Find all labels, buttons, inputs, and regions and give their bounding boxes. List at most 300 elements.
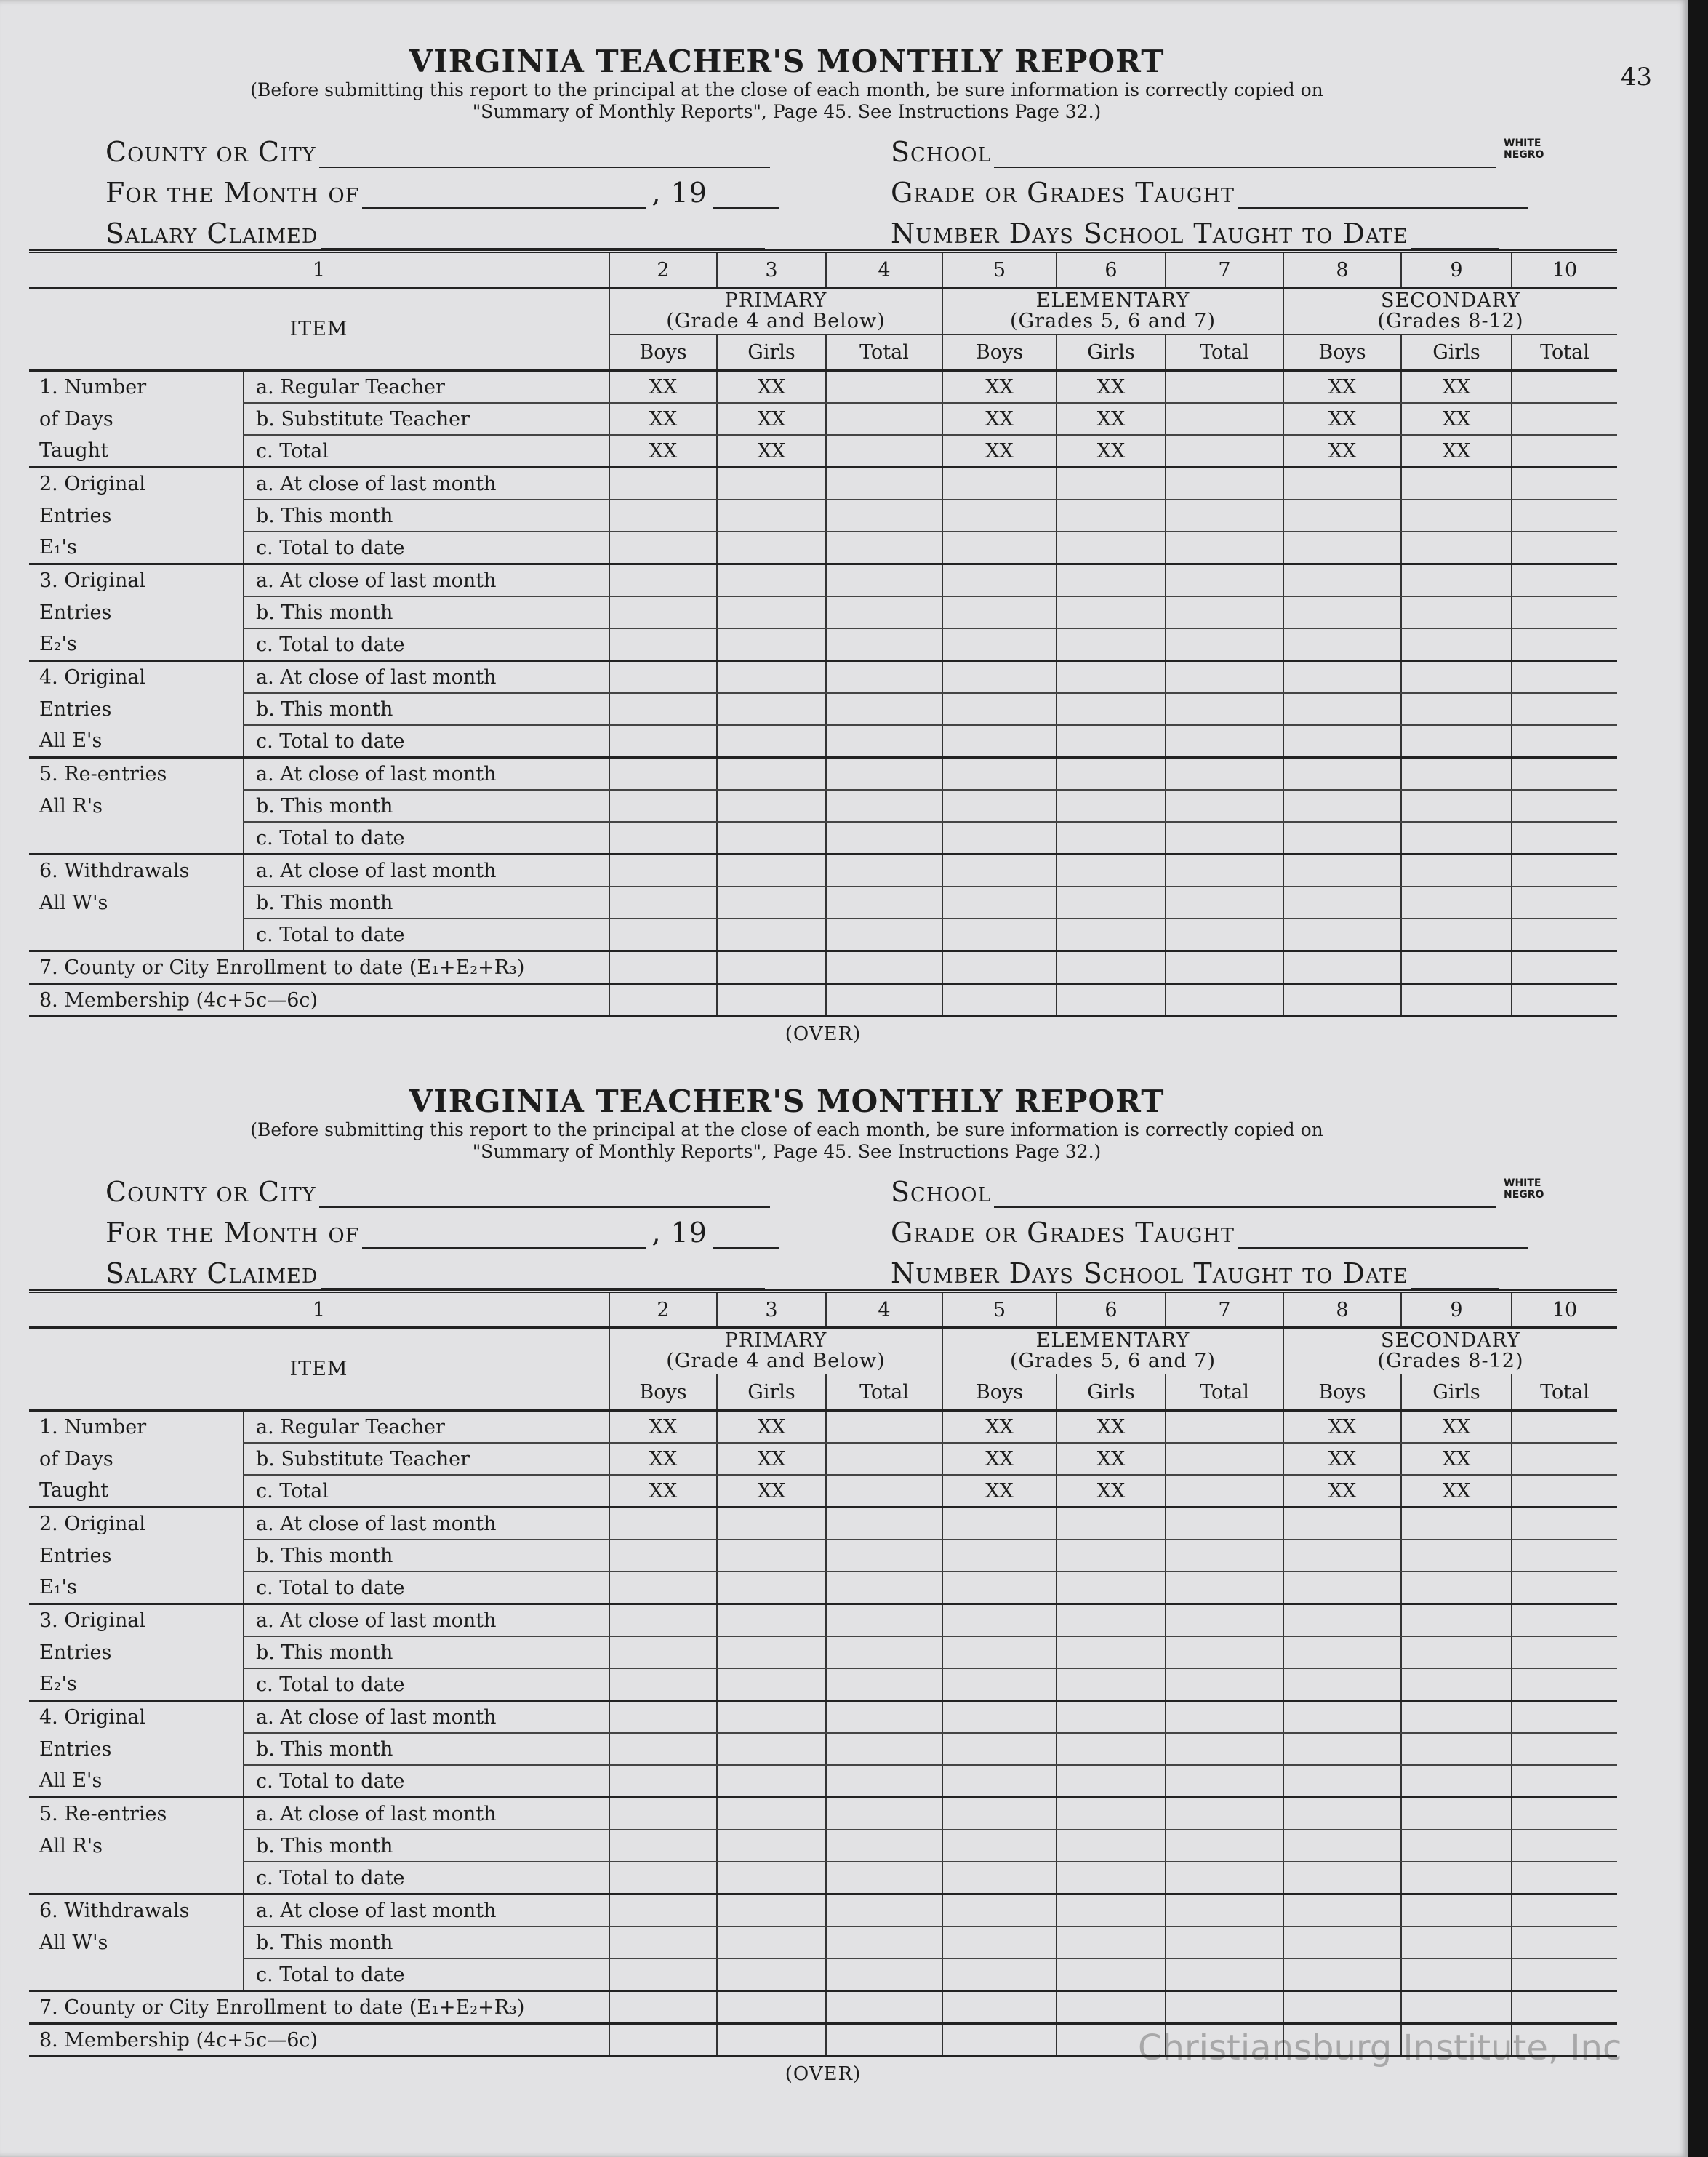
entry-cell[interactable] — [942, 1733, 1057, 1765]
entry-cell[interactable] — [717, 596, 826, 628]
entry-cell[interactable] — [609, 2024, 717, 2057]
entry-cell[interactable] — [942, 1572, 1057, 1604]
entry-cell[interactable] — [1057, 2024, 1166, 2057]
entry-cell[interactable] — [609, 1604, 717, 1637]
entry-cell[interactable] — [826, 1604, 942, 1637]
entry-cell[interactable] — [717, 661, 826, 694]
entry-cell[interactable] — [1057, 468, 1166, 500]
entry-cell[interactable] — [826, 596, 942, 628]
entry-cell[interactable] — [1283, 532, 1401, 564]
entry-cell[interactable] — [1057, 1508, 1166, 1540]
entry-cell[interactable] — [1166, 371, 1283, 404]
entry-cell[interactable] — [1166, 1668, 1283, 1701]
entry-cell[interactable] — [1512, 1540, 1617, 1572]
entry-cell[interactable] — [1401, 2024, 1512, 2057]
entry-cell[interactable] — [826, 500, 942, 532]
entry-cell[interactable] — [1401, 468, 1512, 500]
entry-cell[interactable] — [1283, 1572, 1401, 1604]
entry-cell[interactable] — [1401, 1958, 1512, 1991]
entry-cell[interactable] — [826, 1508, 942, 1540]
entry-cell[interactable] — [1401, 1798, 1512, 1830]
entry-cell[interactable] — [1401, 1862, 1512, 1894]
entry-cell[interactable] — [1166, 1830, 1283, 1862]
entry-cell[interactable] — [942, 628, 1057, 661]
entry-cell[interactable] — [826, 1636, 942, 1668]
entry-cell[interactable] — [1057, 855, 1166, 887]
entry-cell[interactable] — [609, 951, 717, 984]
entry-cell[interactable] — [826, 1926, 942, 1958]
county-input-line[interactable] — [319, 145, 770, 168]
entry-cell[interactable] — [1166, 1701, 1283, 1734]
entry-cell[interactable] — [1283, 1765, 1401, 1798]
entry-cell[interactable] — [1283, 693, 1401, 725]
entry-cell[interactable] — [717, 1991, 826, 2024]
entry-cell[interactable] — [1512, 1668, 1617, 1701]
entry-cell[interactable] — [1057, 1604, 1166, 1637]
entry-cell[interactable] — [1512, 500, 1617, 532]
entry-cell[interactable] — [609, 532, 717, 564]
entry-cell[interactable] — [1512, 822, 1617, 855]
entry-cell[interactable] — [1057, 1636, 1166, 1668]
entry-cell[interactable] — [1166, 661, 1283, 694]
entry-cell[interactable] — [1166, 887, 1283, 919]
entry-cell[interactable] — [942, 661, 1057, 694]
entry-cell[interactable] — [942, 693, 1057, 725]
salary-input-line[interactable] — [321, 226, 765, 249]
entry-cell[interactable] — [1057, 1765, 1166, 1798]
entry-cell[interactable] — [826, 1798, 942, 1830]
entry-cell[interactable] — [1283, 822, 1401, 855]
entry-cell[interactable] — [717, 855, 826, 887]
entry-cell[interactable] — [717, 1830, 826, 1862]
entry-cell[interactable] — [1166, 1765, 1283, 1798]
entry-cell[interactable] — [826, 1668, 942, 1701]
entry-cell[interactable] — [1512, 1443, 1617, 1475]
entry-cell[interactable] — [1057, 758, 1166, 791]
entry-cell[interactable] — [717, 1926, 826, 1958]
entry-cell[interactable] — [826, 758, 942, 791]
entry-cell[interactable] — [826, 435, 942, 468]
entry-cell[interactable] — [609, 1765, 717, 1798]
entry-cell[interactable] — [609, 1508, 717, 1540]
entry-cell[interactable] — [1512, 1701, 1617, 1734]
entry-cell[interactable] — [826, 790, 942, 822]
entry-cell[interactable] — [826, 822, 942, 855]
entry-cell[interactable] — [942, 1508, 1057, 1540]
entry-cell[interactable] — [717, 1572, 826, 1604]
entry-cell[interactable] — [826, 693, 942, 725]
entry-cell[interactable] — [609, 855, 717, 887]
entry-cell[interactable] — [1401, 500, 1512, 532]
entry-cell[interactable] — [826, 1765, 942, 1798]
entry-cell[interactable] — [1166, 1958, 1283, 1991]
entry-cell[interactable] — [942, 468, 1057, 500]
entry-cell[interactable] — [1166, 984, 1283, 1017]
entry-cell[interactable] — [1401, 1668, 1512, 1701]
entry-cell[interactable] — [1166, 725, 1283, 758]
entry-cell[interactable] — [942, 855, 1057, 887]
entry-cell[interactable] — [609, 1668, 717, 1701]
entry-cell[interactable] — [717, 1894, 826, 1927]
entry-cell[interactable] — [1057, 1701, 1166, 1734]
entry-cell[interactable] — [942, 1991, 1057, 2024]
entry-cell[interactable] — [826, 1443, 942, 1475]
salary-input-line[interactable] — [321, 1266, 765, 1289]
entry-cell[interactable] — [1057, 887, 1166, 919]
entry-cell[interactable] — [717, 822, 826, 855]
county-input-line[interactable] — [319, 1185, 770, 1208]
entry-cell[interactable] — [717, 693, 826, 725]
entry-cell[interactable] — [826, 1958, 942, 1991]
entry-cell[interactable] — [1512, 1958, 1617, 1991]
school-input-line[interactable] — [994, 145, 1496, 168]
entry-cell[interactable] — [717, 984, 826, 1017]
entry-cell[interactable] — [942, 596, 1057, 628]
entry-cell[interactable] — [942, 758, 1057, 791]
entry-cell[interactable] — [1283, 1604, 1401, 1637]
month-input-line[interactable] — [362, 185, 646, 209]
entry-cell[interactable] — [609, 1701, 717, 1734]
days-input-line[interactable] — [1411, 1266, 1499, 1289]
entry-cell[interactable] — [942, 2024, 1057, 2057]
entry-cell[interactable] — [1057, 564, 1166, 597]
entry-cell[interactable] — [826, 725, 942, 758]
entry-cell[interactable] — [1512, 435, 1617, 468]
white-label[interactable]: WHITE — [1504, 1177, 1541, 1189]
entry-cell[interactable] — [717, 1604, 826, 1637]
entry-cell[interactable] — [1512, 661, 1617, 694]
entry-cell[interactable] — [942, 1604, 1057, 1637]
entry-cell[interactable] — [1283, 596, 1401, 628]
entry-cell[interactable] — [942, 951, 1057, 984]
entry-cell[interactable] — [1166, 790, 1283, 822]
negro-label[interactable]: NEGRO — [1504, 149, 1544, 161]
entry-cell[interactable] — [1401, 1765, 1512, 1798]
entry-cell[interactable] — [826, 1572, 942, 1604]
entry-cell[interactable] — [1283, 887, 1401, 919]
entry-cell[interactable] — [1401, 1926, 1512, 1958]
entry-cell[interactable] — [1166, 1926, 1283, 1958]
entry-cell[interactable] — [717, 1636, 826, 1668]
entry-cell[interactable] — [1512, 628, 1617, 661]
entry-cell[interactable] — [717, 758, 826, 791]
entry-cell[interactable] — [942, 1830, 1057, 1862]
entry-cell[interactable] — [717, 951, 826, 984]
entry-cell[interactable] — [1057, 628, 1166, 661]
entry-cell[interactable] — [1401, 822, 1512, 855]
entry-cell[interactable] — [1512, 1862, 1617, 1894]
entry-cell[interactable] — [1166, 1572, 1283, 1604]
entry-cell[interactable] — [1401, 1894, 1512, 1927]
entry-cell[interactable] — [1057, 725, 1166, 758]
entry-cell[interactable] — [942, 1668, 1057, 1701]
entry-cell[interactable] — [717, 919, 826, 951]
entry-cell[interactable] — [1283, 1668, 1401, 1701]
entry-cell[interactable] — [1401, 1572, 1512, 1604]
entry-cell[interactable] — [1166, 468, 1283, 500]
entry-cell[interactable] — [826, 887, 942, 919]
entry-cell[interactable] — [609, 1958, 717, 1991]
entry-cell[interactable] — [826, 1540, 942, 1572]
entry-cell[interactable] — [826, 532, 942, 564]
entry-cell[interactable] — [1283, 1894, 1401, 1927]
entry-cell[interactable] — [1512, 1411, 1617, 1444]
school-input-line[interactable] — [994, 1185, 1496, 1208]
entry-cell[interactable] — [942, 725, 1057, 758]
entry-cell[interactable] — [1512, 984, 1617, 1017]
entry-cell[interactable] — [1057, 500, 1166, 532]
entry-cell[interactable] — [1283, 1540, 1401, 1572]
entry-cell[interactable] — [1166, 1508, 1283, 1540]
entry-cell[interactable] — [717, 887, 826, 919]
entry-cell[interactable] — [717, 468, 826, 500]
entry-cell[interactable] — [1512, 468, 1617, 500]
entry-cell[interactable] — [1401, 596, 1512, 628]
entry-cell[interactable] — [1057, 1958, 1166, 1991]
entry-cell[interactable] — [609, 1798, 717, 1830]
entry-cell[interactable] — [609, 919, 717, 951]
entry-cell[interactable] — [826, 564, 942, 597]
entry-cell[interactable] — [1401, 1991, 1512, 2024]
entry-cell[interactable] — [717, 1733, 826, 1765]
entry-cell[interactable] — [1401, 1604, 1512, 1637]
entry-cell[interactable] — [1166, 435, 1283, 468]
entry-cell[interactable] — [1512, 1926, 1617, 1958]
entry-cell[interactable] — [1166, 1636, 1283, 1668]
entry-cell[interactable] — [609, 790, 717, 822]
entry-cell[interactable] — [1401, 984, 1512, 1017]
entry-cell[interactable] — [1166, 628, 1283, 661]
entry-cell[interactable] — [942, 1636, 1057, 1668]
entry-cell[interactable] — [1512, 1604, 1617, 1637]
entry-cell[interactable] — [942, 1894, 1057, 1927]
entry-cell[interactable] — [717, 1668, 826, 1701]
entry-cell[interactable] — [717, 532, 826, 564]
entry-cell[interactable] — [826, 403, 942, 435]
entry-cell[interactable] — [717, 2024, 826, 2057]
entry-cell[interactable] — [942, 1926, 1057, 1958]
entry-cell[interactable] — [1512, 564, 1617, 597]
entry-cell[interactable] — [1283, 564, 1401, 597]
entry-cell[interactable] — [1401, 855, 1512, 887]
entry-cell[interactable] — [1401, 725, 1512, 758]
entry-cell[interactable] — [1512, 1636, 1617, 1668]
entry-cell[interactable] — [717, 790, 826, 822]
negro-label[interactable]: NEGRO — [1504, 1189, 1544, 1201]
entry-cell[interactable] — [942, 1798, 1057, 1830]
entry-cell[interactable] — [1057, 1668, 1166, 1701]
entry-cell[interactable] — [717, 500, 826, 532]
entry-cell[interactable] — [1057, 1798, 1166, 1830]
entry-cell[interactable] — [609, 1926, 717, 1958]
entry-cell[interactable] — [1057, 596, 1166, 628]
entry-cell[interactable] — [1283, 468, 1401, 500]
entry-cell[interactable] — [1057, 822, 1166, 855]
entry-cell[interactable] — [1283, 1958, 1401, 1991]
entry-cell[interactable] — [826, 1830, 942, 1862]
entry-cell[interactable] — [1512, 403, 1617, 435]
entry-cell[interactable] — [826, 1701, 942, 1734]
entry-cell[interactable] — [826, 1862, 942, 1894]
entry-cell[interactable] — [609, 661, 717, 694]
entry-cell[interactable] — [1057, 984, 1166, 1017]
entry-cell[interactable] — [1166, 532, 1283, 564]
entry-cell[interactable] — [717, 1798, 826, 1830]
entry-cell[interactable] — [717, 564, 826, 597]
entry-cell[interactable] — [1401, 532, 1512, 564]
entry-cell[interactable] — [1512, 2024, 1617, 2057]
entry-cell[interactable] — [942, 500, 1057, 532]
entry-cell[interactable] — [1512, 790, 1617, 822]
entry-cell[interactable] — [1166, 919, 1283, 951]
entry-cell[interactable] — [1057, 661, 1166, 694]
entry-cell[interactable] — [717, 1958, 826, 1991]
entry-cell[interactable] — [1512, 1830, 1617, 1862]
entry-cell[interactable] — [1401, 693, 1512, 725]
entry-cell[interactable] — [609, 1572, 717, 1604]
entry-cell[interactable] — [717, 1765, 826, 1798]
entry-cell[interactable] — [717, 1862, 826, 1894]
entry-cell[interactable] — [1401, 790, 1512, 822]
entry-cell[interactable] — [1057, 790, 1166, 822]
entry-cell[interactable] — [1401, 1508, 1512, 1540]
entry-cell[interactable] — [826, 661, 942, 694]
entry-cell[interactable] — [1283, 725, 1401, 758]
entry-cell[interactable] — [826, 951, 942, 984]
entry-cell[interactable] — [1512, 1572, 1617, 1604]
entry-cell[interactable] — [1512, 919, 1617, 951]
entry-cell[interactable] — [717, 1701, 826, 1734]
entry-cell[interactable] — [1512, 1991, 1617, 2024]
entry-cell[interactable] — [1512, 1475, 1617, 1508]
entry-cell[interactable] — [609, 822, 717, 855]
entry-cell[interactable] — [1283, 661, 1401, 694]
entry-cell[interactable] — [942, 1540, 1057, 1572]
entry-cell[interactable] — [826, 371, 942, 404]
entry-cell[interactable] — [1166, 1443, 1283, 1475]
entry-cell[interactable] — [609, 596, 717, 628]
entry-cell[interactable] — [1283, 758, 1401, 791]
entry-cell[interactable] — [1166, 596, 1283, 628]
entry-cell[interactable] — [1401, 564, 1512, 597]
entry-cell[interactable] — [1401, 919, 1512, 951]
entry-cell[interactable] — [1166, 951, 1283, 984]
entry-cell[interactable] — [609, 1733, 717, 1765]
entry-cell[interactable] — [1283, 1701, 1401, 1734]
entry-cell[interactable] — [1401, 1636, 1512, 1668]
entry-cell[interactable] — [942, 1701, 1057, 1734]
entry-cell[interactable] — [1057, 1540, 1166, 1572]
entry-cell[interactable] — [1512, 887, 1617, 919]
entry-cell[interactable] — [1166, 758, 1283, 791]
entry-cell[interactable] — [826, 1991, 942, 2024]
entry-cell[interactable] — [1512, 1798, 1617, 1830]
white-label[interactable]: WHITE — [1504, 137, 1541, 149]
entry-cell[interactable] — [609, 693, 717, 725]
entry-cell[interactable] — [609, 1540, 717, 1572]
entry-cell[interactable] — [1057, 693, 1166, 725]
entry-cell[interactable] — [1283, 984, 1401, 1017]
entry-cell[interactable] — [942, 1862, 1057, 1894]
entry-cell[interactable] — [1512, 1508, 1617, 1540]
entry-cell[interactable] — [1166, 1475, 1283, 1508]
entry-cell[interactable] — [826, 919, 942, 951]
entry-cell[interactable] — [1283, 1733, 1401, 1765]
entry-cell[interactable] — [1512, 693, 1617, 725]
entry-cell[interactable] — [1512, 855, 1617, 887]
entry-cell[interactable] — [1512, 371, 1617, 404]
entry-cell[interactable] — [609, 1991, 717, 2024]
entry-cell[interactable] — [942, 1765, 1057, 1798]
entry-cell[interactable] — [1166, 693, 1283, 725]
entry-cell[interactable] — [1283, 951, 1401, 984]
entry-cell[interactable] — [942, 822, 1057, 855]
entry-cell[interactable] — [1057, 919, 1166, 951]
entry-cell[interactable] — [1166, 1894, 1283, 1927]
entry-cell[interactable] — [1512, 532, 1617, 564]
grades-input-line[interactable] — [1238, 1225, 1528, 1249]
entry-cell[interactable] — [1283, 1508, 1401, 1540]
entry-cell[interactable] — [1166, 403, 1283, 435]
entry-cell[interactable] — [609, 628, 717, 661]
entry-cell[interactable] — [1512, 1765, 1617, 1798]
entry-cell[interactable] — [826, 1411, 942, 1444]
year-input-line[interactable] — [713, 1225, 779, 1249]
entry-cell[interactable] — [1401, 951, 1512, 984]
entry-cell[interactable] — [1283, 1862, 1401, 1894]
entry-cell[interactable] — [609, 887, 717, 919]
entry-cell[interactable] — [1057, 532, 1166, 564]
entry-cell[interactable] — [609, 564, 717, 597]
entry-cell[interactable] — [1512, 758, 1617, 791]
entry-cell[interactable] — [1166, 2024, 1283, 2057]
entry-cell[interactable] — [1166, 822, 1283, 855]
entry-cell[interactable] — [1166, 500, 1283, 532]
entry-cell[interactable] — [1166, 1540, 1283, 1572]
entry-cell[interactable] — [1512, 1733, 1617, 1765]
entry-cell[interactable] — [1283, 628, 1401, 661]
entry-cell[interactable] — [1512, 725, 1617, 758]
entry-cell[interactable] — [826, 468, 942, 500]
entry-cell[interactable] — [1512, 951, 1617, 984]
entry-cell[interactable] — [1057, 1991, 1166, 2024]
entry-cell[interactable] — [1283, 1830, 1401, 1862]
entry-cell[interactable] — [1057, 1830, 1166, 1862]
entry-cell[interactable] — [1283, 1636, 1401, 1668]
entry-cell[interactable] — [1401, 1830, 1512, 1862]
entry-cell[interactable] — [1166, 1798, 1283, 1830]
entry-cell[interactable] — [717, 1540, 826, 1572]
entry-cell[interactable] — [1512, 1894, 1617, 1927]
entry-cell[interactable] — [942, 919, 1057, 951]
entry-cell[interactable] — [942, 564, 1057, 597]
entry-cell[interactable] — [1283, 2024, 1401, 2057]
entry-cell[interactable] — [1057, 1862, 1166, 1894]
entry-cell[interactable] — [1057, 1926, 1166, 1958]
entry-cell[interactable] — [1283, 1798, 1401, 1830]
entry-cell[interactable] — [942, 1958, 1057, 1991]
entry-cell[interactable] — [1283, 790, 1401, 822]
entry-cell[interactable] — [609, 1636, 717, 1668]
entry-cell[interactable] — [1283, 855, 1401, 887]
entry-cell[interactable] — [1166, 1991, 1283, 2024]
entry-cell[interactable] — [826, 1475, 942, 1508]
grades-input-line[interactable] — [1238, 185, 1528, 209]
entry-cell[interactable] — [942, 984, 1057, 1017]
entry-cell[interactable] — [1401, 661, 1512, 694]
entry-cell[interactable] — [1401, 887, 1512, 919]
entry-cell[interactable] — [1166, 1733, 1283, 1765]
